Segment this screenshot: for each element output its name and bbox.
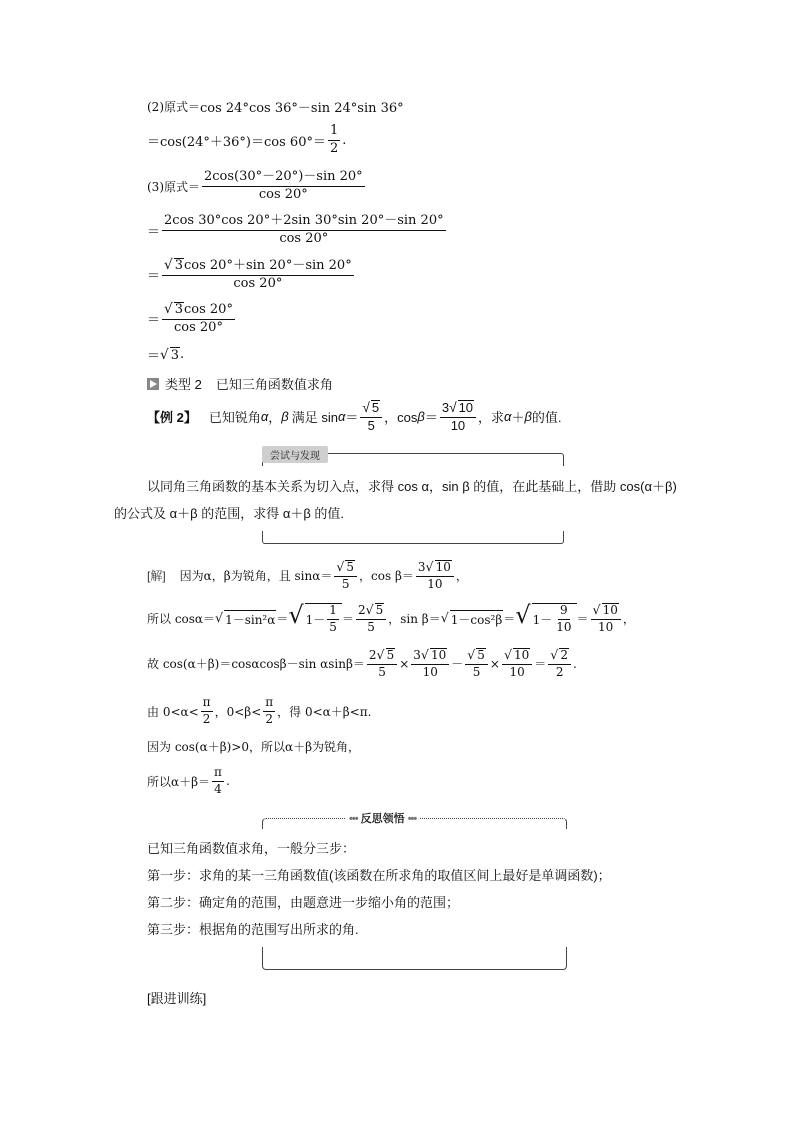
sol-frac: [367, 648, 397, 680]
frac-den: 5: [341, 576, 350, 591]
p3-line4: [147, 302, 237, 336]
sol-text: ，: [622, 612, 635, 627]
sol-text: 因为α，β为锐角，且 sinα＝: [179, 569, 333, 584]
sqrt: √ 1－cos²β: [440, 609, 503, 627]
radicand: 5: [386, 648, 395, 662]
big-sqrt: √ 1－ $\frac{1}{5}$: [288, 603, 342, 635]
minus: －: [451, 657, 464, 672]
frac-den: 5: [378, 664, 386, 679]
radicand: 5: [371, 400, 380, 415]
reflect-box-bottom: [262, 947, 567, 970]
sol-text: ，得 0<α＋β<π.: [277, 704, 372, 719]
sol-line3: [147, 648, 577, 680]
frac-den: 10: [598, 619, 614, 634]
frac-den: 10: [509, 664, 525, 679]
sol-frac: [334, 560, 357, 592]
example-tag: 【例 2】: [147, 410, 197, 426]
hint-box-bottom: [262, 531, 564, 544]
sol-text: ，cos β＝: [359, 569, 414, 584]
radicand: [305, 603, 342, 635]
sqrt: √ 10: [420, 647, 447, 662]
sol-frac: [591, 603, 621, 635]
sqrt: √ 5: [336, 559, 355, 574]
frac-den: 10: [427, 576, 443, 591]
sqrt: √ 10: [425, 559, 451, 574]
frac-den: 4: [214, 781, 222, 796]
p3-frac3: [162, 258, 354, 292]
sol-text: ＝: [576, 612, 589, 627]
eq-sign: ＝: [424, 410, 438, 426]
frac-num: π: [212, 766, 224, 782]
beta: β: [417, 409, 425, 425]
beta: β: [281, 409, 289, 425]
hint-line2: 的公式及 α＋β 的范围，求得 α＋β 的值.: [114, 506, 345, 521]
p3-frac3-rest: cos 20°＋sin 20°－sin 20°: [184, 258, 352, 273]
sqrt: √ 10: [592, 602, 618, 617]
sol-text: 由 0<α<: [147, 704, 199, 719]
p3-frac3-num: [162, 258, 354, 276]
pi-over-4: [212, 766, 224, 797]
sol-text: ，sin β＝: [388, 612, 441, 627]
play-triangle-icon: [147, 378, 159, 390]
p3-frac4-num: [162, 302, 235, 320]
p3-frac3-den: cos 20°: [233, 275, 283, 291]
p3-frac4-den: cos 20°: [174, 319, 223, 335]
alpha: α: [504, 409, 512, 425]
sol-line4: [147, 696, 371, 727]
p3-line2: [147, 214, 448, 247]
period: .: [225, 774, 230, 789]
big-sqrt: √ 1－ $\frac{9}{10}$: [515, 603, 576, 635]
type2-label: 类型 2: [165, 377, 202, 392]
frac-den: 5: [367, 619, 375, 634]
alpha: α: [260, 409, 269, 425]
sol-line6: [147, 766, 230, 797]
example-text2: 满足 sin: [291, 410, 338, 426]
p3-label: (3)原式＝: [147, 179, 200, 194]
sol-frac: [548, 648, 571, 680]
frac-num: [502, 648, 532, 665]
radicand: 10: [458, 400, 474, 415]
sqrt: √ 5: [365, 602, 384, 617]
frac-num: [548, 648, 571, 665]
sol-text: ，: [455, 569, 468, 584]
sol-frac: [465, 648, 488, 680]
p3-line5: [147, 345, 184, 364]
sol-frac: [411, 648, 449, 680]
example-sin-frac: [360, 400, 382, 434]
sol-frac: [502, 648, 532, 680]
coef: 2: [357, 603, 366, 617]
p3-frac2: [162, 214, 446, 247]
frac-num: [411, 648, 449, 665]
example-cos-frac: [440, 400, 476, 434]
p3-frac2-num: 2cos 30°cos 20°＋2sin 30°sin 20°－sin 20°: [162, 214, 446, 231]
coef: 2: [368, 648, 377, 662]
p2-end: .: [342, 132, 347, 148]
frac-num: [465, 648, 488, 665]
frac-num: [440, 400, 476, 418]
reflect-box-header-wrap: [345, 810, 420, 826]
p3-frac4-rest: cos 20°: [184, 302, 233, 317]
pi-over-2: [201, 696, 213, 727]
sqrt: √ 10: [449, 400, 474, 415]
sol-text: ＝: [276, 612, 289, 627]
sol-frac: [356, 603, 386, 635]
frac-den: 2: [555, 664, 564, 679]
sol-text: ，0<β<: [214, 704, 262, 719]
radicand: [532, 603, 577, 635]
sol-text: 所以α＋β＝: [147, 774, 211, 789]
frac-den: 5: [472, 664, 481, 679]
p2-frac-den: 2: [329, 140, 339, 156]
sol-text: ＝: [503, 612, 516, 627]
example-text3: ，cos: [384, 410, 418, 426]
reflect-line2: 第一步：求角的某一三角函数值(该函数在所求角的取值区间上最好是单调函数)；: [147, 868, 611, 883]
p2-fraction: [328, 124, 340, 157]
reflect-line3: 第二步：确定角的范围，由题意进一步缩小角的范围；: [147, 895, 460, 910]
frac-num: π: [201, 696, 213, 712]
p3-line3: [147, 258, 356, 292]
period: .: [572, 656, 577, 671]
sqrt: √ 3: [164, 257, 183, 273]
alpha: α: [337, 409, 346, 425]
sol-frac: [416, 560, 454, 592]
sqrt: √ 5: [362, 400, 380, 415]
reflect-line4: 第三步：根据角的范围写出所求的角.: [147, 922, 359, 937]
sqrt: √ 5: [467, 647, 485, 662]
frac-den: 5: [367, 417, 375, 433]
sol-line2: [147, 603, 635, 635]
inner-frac: [554, 604, 573, 635]
eq-sign: ＝: [345, 410, 359, 426]
sqrt: √ 5: [376, 647, 395, 662]
radicand: 10: [435, 560, 451, 574]
frac-den: 2: [202, 711, 211, 726]
radicand: 2: [560, 648, 568, 662]
frac-den: 5: [329, 619, 337, 634]
sqrt: √ 2: [550, 647, 568, 662]
example-text5: 的值.: [531, 410, 562, 426]
frac-num: [367, 648, 397, 665]
radicand: 5: [346, 560, 355, 574]
p2-line2-expr: ＝cos(24°＋36°)＝cos 60°＝: [147, 134, 326, 150]
radicand: 1－sin²α: [224, 610, 276, 628]
eq-sign: ＝: [147, 313, 161, 329]
eq-sign: ＝: [534, 657, 547, 672]
p2-label: (2)原式＝: [147, 100, 200, 114]
sqrt: √ 1－sin²α: [215, 609, 276, 627]
frac-num: [360, 400, 382, 418]
hint-line1: 以同角三角函数的基本关系为切入点，求得 cos α，sin β 的值，在此基础上，借助 cos(α＋β): [147, 479, 677, 494]
example-text4: ，求: [478, 410, 505, 426]
p3-line1: [147, 170, 367, 203]
sol-text: 故 cos(α＋β)＝cosαcosβ－sin αsinβ＝: [147, 657, 365, 672]
p3-frac1-den: cos 20°: [258, 186, 308, 202]
frac-num: [416, 560, 454, 577]
one-minus: 1－: [305, 612, 326, 627]
frac-num: 9: [558, 604, 570, 620]
eq-sign: ＝: [147, 224, 161, 240]
sol-line1: [147, 560, 468, 592]
example-text1: 已知锐角: [208, 410, 261, 426]
example-line: 【例 2】 已知锐角 α ， β 满足 sin α ＝ √ 5 5 ，cos β ＝ 3 √ 10 10 ，求 α ＋ β 的值.: [147, 400, 562, 433]
sqrt: √ 3: [164, 301, 183, 317]
radicand: 10: [602, 603, 618, 617]
radicand: 5: [477, 648, 485, 662]
coef: 3: [413, 648, 421, 662]
p3-frac4: [162, 302, 235, 336]
radicand: 3: [174, 258, 183, 273]
dots-decoration: •••: [349, 813, 358, 825]
radicand: 1－cos²β: [450, 610, 504, 628]
sol-text: ＝: [341, 612, 354, 627]
p2-frac-num: 1: [328, 124, 340, 141]
frac-num: [334, 560, 357, 577]
one-minus: 1－: [532, 612, 553, 627]
frac-den: 10: [450, 417, 466, 433]
sol-text: 所以 cosα＝: [147, 612, 216, 627]
radicand: 10: [430, 648, 447, 662]
period: .: [180, 347, 185, 362]
frac-den: 10: [422, 664, 438, 679]
reflect-box-header: 反思领悟: [360, 813, 405, 825]
frac-den: 10: [556, 619, 572, 634]
p2-line1: [147, 97, 404, 116]
followup-heading: [跟进训练]: [147, 991, 207, 1006]
dots-decoration: •••: [407, 813, 417, 825]
comma: ，: [268, 410, 282, 426]
p2-expr: cos 24°cos 36°－sin 24°sin 36°: [200, 101, 404, 116]
hint-box-header: 尝试与发现: [262, 446, 328, 463]
p3-frac1-num: 2cos(30°－20°)－sin 20°: [202, 170, 365, 187]
radicand: 3: [170, 347, 179, 363]
eq-sign: ＝: [147, 349, 161, 364]
sol-line5: 因为 cos(α＋β)>0，所以α＋β为锐角，: [147, 740, 361, 754]
coef: 3: [441, 400, 450, 415]
frac-num: [356, 603, 386, 620]
reflect-line1: 已知三角函数值求角，一般分三步：: [147, 841, 356, 856]
radicand: 10: [514, 648, 530, 662]
inner-frac: [327, 604, 339, 635]
sqrt: √ 3: [160, 346, 179, 363]
coef: 3: [417, 560, 426, 574]
solution-tag: [解]: [147, 569, 166, 584]
sqrt: √ 10: [503, 647, 530, 662]
frac-num: π: [263, 696, 275, 712]
frac-num: 1: [327, 604, 339, 620]
times: ×: [399, 656, 410, 671]
times: ×: [489, 656, 500, 671]
p3-frac1: [202, 170, 365, 203]
beta: β: [524, 409, 532, 425]
type2-title: 已知三角函数值求角: [215, 377, 333, 392]
radicand: 3: [174, 302, 183, 317]
p3-frac2-den: cos 20°: [279, 230, 329, 246]
pi-over-2: [263, 696, 275, 727]
radicand: 5: [375, 603, 384, 617]
frac-den: 2: [265, 711, 274, 726]
eq-sign: ＝: [147, 269, 161, 285]
type2-heading: [147, 374, 333, 393]
frac-num: [591, 603, 621, 620]
p2-line2: [147, 124, 346, 157]
